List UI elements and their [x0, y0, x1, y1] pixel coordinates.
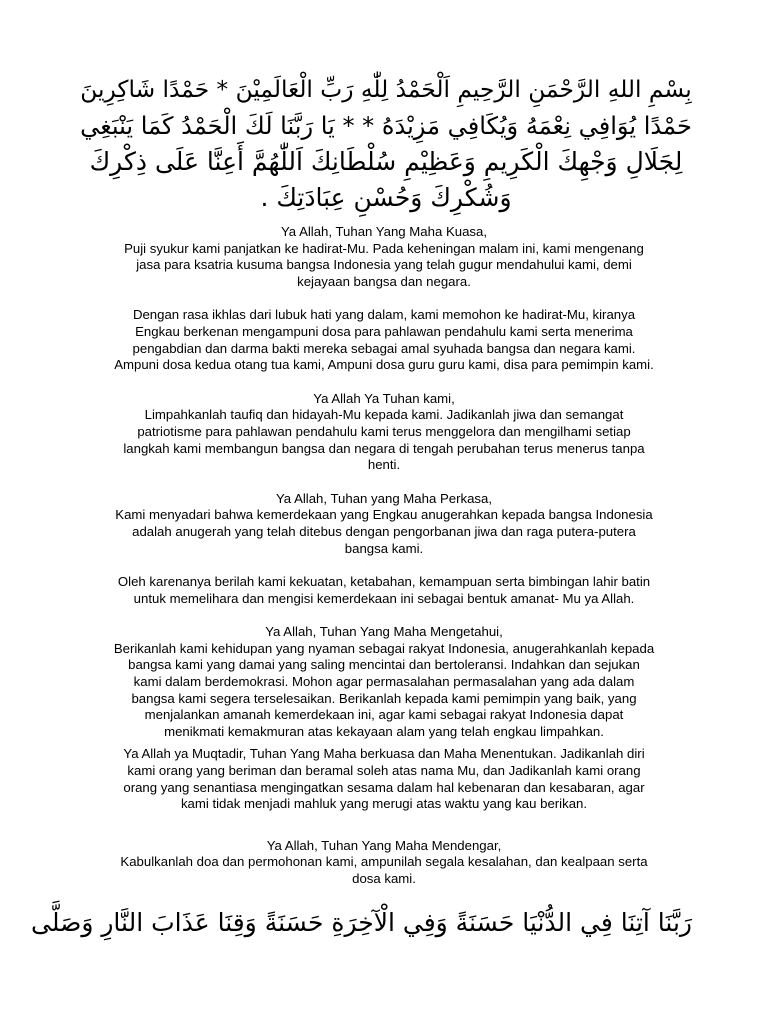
arabic-opening-line: لِجَلَالِ وَجْهِكَ الْكَرِيمِ وَعَظِيْمِ سُلْطَانِكَ اَللّٰهُمَّ أَعِنَّا عَلَى ذِكْرِكَ [89, 147, 683, 176]
paragraph-line: Engkau berkenan mengampuni dosa para pahlawan pendahulu kami serta menerima [135, 323, 633, 339]
paragraph-line: kami dalam berdemokrasi. Mohon agar permasalahan permasalahan yang ada dalam [133, 674, 635, 690]
paragraph-line: Ya Allah Ya Tuhan kami, [313, 390, 455, 406]
paragraph-line: pengabdian dan darma bakti mereka sebagai amal syuhada bangsa dan negara kami. [132, 340, 636, 356]
paragraph-muqtadir [80, 746, 688, 812]
arabic-opening-line: بِسْمِ اللهِ الرَّحْمَنِ الرَّحِيمِ اَلْحَمْدُ لِلّٰهِ رَبِّ الْعَالَمِيْنَ * حَمْدًا شَاكِرِينَ [80, 76, 692, 103]
paragraph-line: bangsa kami segera terselesaikan. Berikanlah kepada kami pemimpin yang baik, yang [131, 690, 637, 706]
paragraph-ikhlas [80, 307, 688, 373]
paragraph-line: Ya Allah, Tuhan Yang Maha Mengetahui, [265, 624, 503, 640]
paragraph-tuhan-kami [80, 391, 688, 474]
paragraph-line: bangsa kami yang damai yang saling mencintai dan bertoleransi. Indahkan dan sejukan [128, 657, 640, 673]
paragraph-spacer [80, 474, 688, 491]
arabic-opening-line: وَشُكْرِكَ وَحُسْنِ عِبَادَتِكَ . [260, 183, 512, 212]
paragraph-spacer [80, 813, 688, 838]
paragraph-spacer [80, 607, 688, 624]
prayer-body [80, 224, 688, 888]
paragraph-line: Ya Allah ya Muqtadir, Tuhan Yang Maha berkuasa dan Maha Menentukan. Jadikanlah diri [123, 746, 645, 762]
paragraph-line: Ya Allah, Tuhan yang Maha Perkasa, [275, 490, 493, 506]
paragraph-line: Puji syukur kami panjatkan ke hadirat-Mu. Pada keheningan malam ini, kami mengenang [124, 240, 644, 256]
paragraph-maha-kuasa [80, 224, 688, 290]
paragraph-line: jasa para ksatria kusuma bangsa Indonesia yang telah gugur mendahului kami, demi [136, 257, 632, 273]
paragraph-line: henti. [367, 457, 401, 473]
paragraph-spacer [80, 290, 688, 307]
paragraph-line: patriotisme para pahlawan pendahulu kami terus menggelora dan mengilhami setiap [137, 423, 631, 439]
paragraph-line: menjalankan amanah kemerdekaan ini, agar kami sebagai rakyat Indonesia dapat [144, 707, 624, 723]
paragraph-spacer [80, 557, 688, 574]
paragraph-line: kami orang yang beriman dan beramal soleh atas nama Mu, dan Jadikanlah kami orang [127, 763, 641, 779]
paragraph-line: Ya Allah, Tuhan Yang Maha Kuasa, [280, 224, 488, 239]
paragraph-oleh-karenanya [80, 574, 688, 607]
paragraph-maha-mendengar [80, 838, 688, 888]
paragraph-line: langkah kami membangun bangsa dan negara di tengah perubahan terus menerus tanpa [123, 440, 645, 456]
paragraph-maha-mengetahui [80, 624, 688, 740]
paragraph-line: Kami menyadari bahwa kemerdekaan yang Engkau anugerahkan kepada bangsa Indonesia [115, 507, 653, 523]
paragraph-line: Berikanlah kami kehidupan yang nyaman sebagai rakyat Indonesia, anugerahkanlah kepada [113, 640, 655, 656]
paragraph-line: orang yang senantiasa mengingatkan sesama dalam hal kebenaran dan kesabaran, agar [123, 779, 645, 795]
arabic-opening-prayer [80, 72, 692, 216]
paragraph-line: Kabulkanlah doa dan permohonan kami, ampunilah segala kesalahan, dan kealpaan serta [120, 854, 648, 870]
paragraph-maha-perkasa [80, 491, 688, 557]
paragraph-line: bangsa kami. [344, 540, 424, 556]
paragraph-line: kami tidak menjadi mahluk yang merugi atas waktu yang kau berikan. [180, 796, 588, 812]
paragraph-line: Dengan rasa ikhlas dari lubuk hati yang dalam, kami memohon ke hadirat-Mu, kiranya [132, 307, 636, 323]
paragraph-line: adalah anugerah yang telah ditebus dengan pengorbanan jiwa dan raga putera-putera [132, 523, 636, 539]
paragraph-line: dosa kami. [352, 871, 416, 886]
paragraph-line: Limpahkanlah taufiq dan hidayah-Mu kepada kami. Jadikanlah jiwa dan semangat [144, 407, 624, 423]
paragraph-line: menikmati kemakmuran atas kekayaan alam yang telah engkau limpahkan. [164, 723, 604, 739]
paragraph-line: Ampuni dosa kedua otang tua kami, Ampuni dosa guru guru kami, disa para pemimpin kami. [114, 357, 654, 373]
paragraph-line: Ya Allah, Tuhan Yang Maha Mendengar, [266, 837, 502, 853]
paragraph-spacer [80, 374, 688, 391]
paragraph-line: kejayaan bangsa dan negara. [297, 273, 471, 289]
paragraph-line: Oleh karenanya berilah kami kekuatan, ketabahan, kemampuan serta bimbingan lahir batin [117, 574, 651, 590]
arabic-opening-line: حَمْدًا يُوَافِي نِعْمَهُ وَيُكَافِي مَزِيْدَهُ * * يَا رَبَّنَا لَكَ الْحَمْدُ كَمَا يَنْبَغِي [80, 112, 692, 140]
arabic-closing-prayer: رَبَّنَا آتِنَا فِي الدُّنْيَا حَسَنَةً وَفِي الْآخِرَةِ حَسَنَةً وَقِنَا عَذَابَ النَّارِ وَصَلَّى [31, 908, 692, 937]
paragraph-line: untuk memelihara dan mengisi kemerdekaan ini sebagai bentuk amanat- Mu ya Allah. [133, 590, 635, 606]
